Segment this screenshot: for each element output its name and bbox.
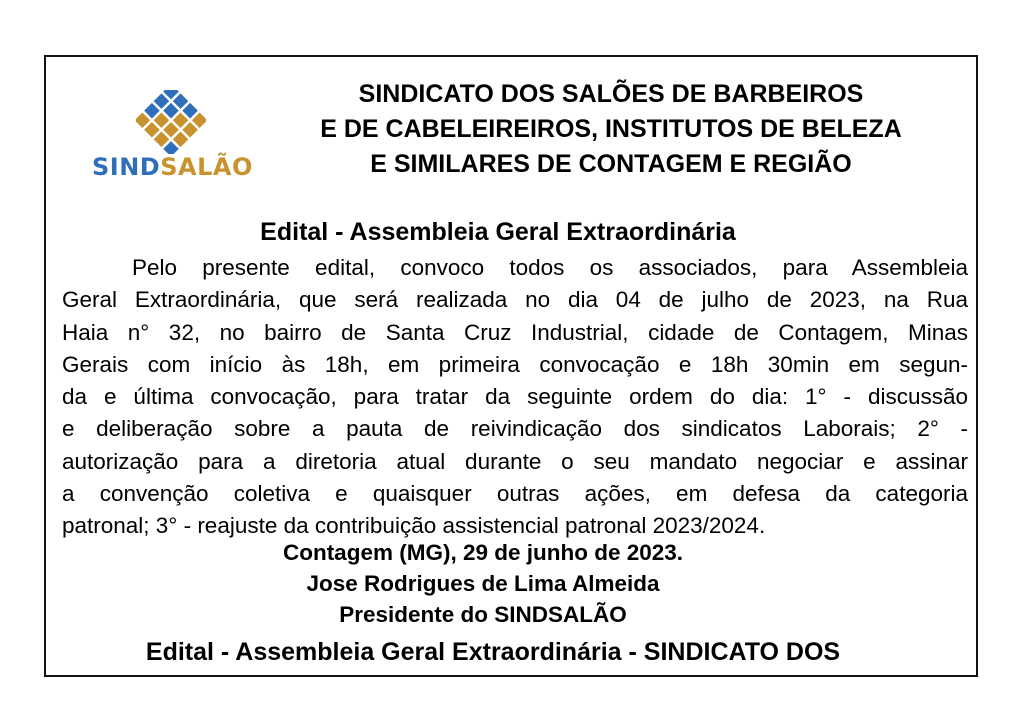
logo-wordmark xyxy=(92,153,252,181)
body-line-9: patronal; 3° - reajuste da contribuição assistencial patronal 2023/2024. xyxy=(62,513,766,539)
signer-role: Presidente do SINDSALÃO xyxy=(339,602,627,627)
body-line-8: a convenção coletiva e quaisquer outras ações, em defesa da categoria xyxy=(62,481,968,507)
body-line-3: Haia n° 32, no bairro de Santa Cruz Industrial, cidade de Contagem, Minas xyxy=(62,319,968,345)
body-line-1: Pelo presente edital, convoco todos os associados, para Assembleia xyxy=(132,255,968,280)
footer-caption: Edital - Assembleia Geral Extraordinária - SINDICATO DOS xyxy=(145,638,841,666)
sindsalao-logo xyxy=(92,90,252,190)
signature-block xyxy=(46,537,980,630)
place-date: Contagem (MG), 29 de junho de 2023. xyxy=(282,540,684,565)
diamond-grid-icon xyxy=(136,90,206,154)
body-line-4: Gerais com início às 18h, em primeira convocação e 18h 30min em segun- xyxy=(62,351,968,377)
union-name-line-2: E DE CABELEIREIROS, INSTITUTOS DE BELEZA xyxy=(320,115,902,143)
body-line-2: Geral Extraordinária, que será realizada no dia 04 de julho de 2023, na Rua xyxy=(62,287,968,313)
body-line-5: da e última convocação, para tratar da seguinte ordem do dia: 1° - discussão xyxy=(62,384,968,410)
notice-frame xyxy=(44,55,978,677)
union-name-heading xyxy=(266,77,956,182)
body-line-6: e deliberação sobre a pauta de reivindicação dos sindicatos Laborais; 2° - xyxy=(62,416,968,442)
signer-name: Jose Rodrigues de Lima Almeida xyxy=(306,571,660,596)
notice-body xyxy=(62,252,968,543)
logo-wordmark-sind: SIND xyxy=(92,153,161,181)
union-name-line-1: SINDICATO DOS SALÕES DE BARBEIROS xyxy=(358,80,864,108)
union-name-line-3: E SIMILARES DE CONTAGEM E REGIÃO xyxy=(370,150,852,178)
body-line-7: autorização para a diretoria atual durante o seu mandato negociar e assinar xyxy=(62,448,968,474)
notice-title: Edital - Assembleia Geral Extraordinária xyxy=(260,218,736,246)
logo-wordmark-salao: SALÃO xyxy=(160,153,253,181)
